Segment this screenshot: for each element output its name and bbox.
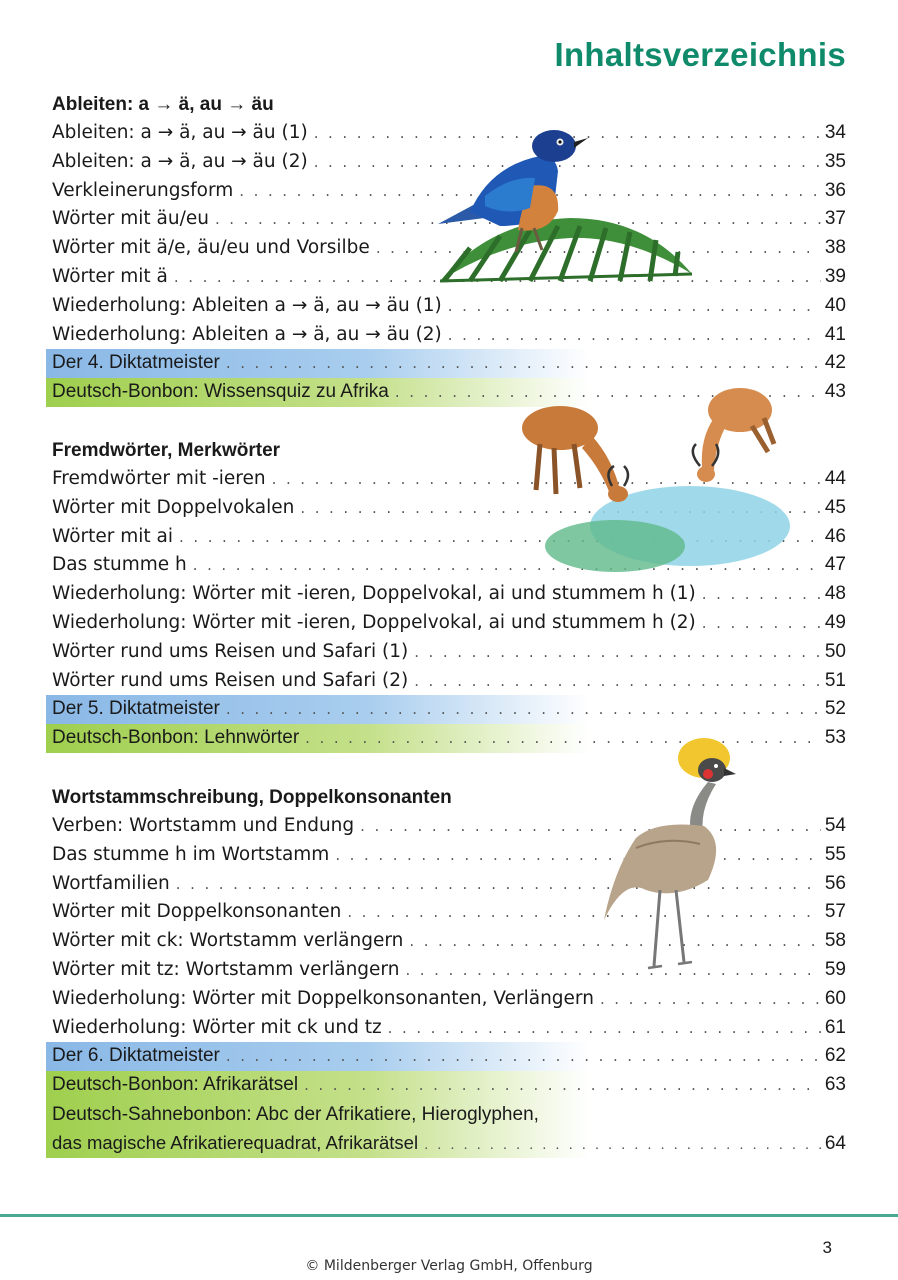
toc-entry-bonbon[interactable] [46, 1071, 846, 1100]
antelope-right [693, 388, 774, 482]
toc-entry[interactable] [46, 321, 846, 350]
toc-entry-label: Fremdwörter mit -ieren [52, 468, 266, 489]
toc-entry-label: Wiederholung: Wörter mit Doppelkonsonanten, Verlängern [52, 987, 594, 1009]
toc-entry-label: Wörter mit ä/e, äu/eu und Vorsilbe [52, 237, 370, 259]
toc-entry-page: 35 [824, 150, 846, 172]
toc-entry[interactable] [46, 985, 846, 1014]
dot-leader [600, 985, 821, 1014]
toc-entry-page: 38 [824, 237, 846, 259]
toc-entry-page: 37 [824, 208, 846, 230]
toc-entry[interactable] [46, 292, 846, 321]
page-title: Inhaltsverzeichnis [554, 36, 846, 73]
toc-entry-label: Wiederholung: Wörter mit -ieren, Doppelvokal, ai und stummem h (2) [52, 611, 696, 633]
toc-entry[interactable] [46, 667, 846, 696]
toc-entry-page: 57 [824, 901, 846, 923]
toc-entry[interactable] [46, 638, 846, 667]
toc-entry-sahnebonbon[interactable] [46, 1100, 846, 1158]
toc-entry-label-line2: das magische Afrikatierequadrat, Afrikarätsel [52, 1131, 419, 1153]
toc-entry-page: 36 [824, 179, 846, 201]
copyright-notice: © Mildenberger Verlag GmbH, Offenburg [305, 1258, 593, 1274]
footer-divider [0, 1214, 898, 1217]
toc-entry-label: Der 5. Diktatmeister [52, 698, 220, 720]
toc-entry-label: Wiederholung: Wörter mit ck und tz [52, 1016, 382, 1038]
dot-leader [226, 1042, 821, 1071]
toc-entry-diktatmeister[interactable] [46, 349, 846, 378]
dot-leader [305, 724, 821, 753]
dot-leader [347, 898, 821, 927]
crowned-crane-illustration [596, 730, 736, 980]
toc-entry-label: Wörter rund ums Reisen und Safari (2) [52, 669, 409, 691]
toc-entry-label: Der 6. Diktatmeister [52, 1045, 220, 1067]
toc-entry-label: Wörter mit ä [52, 265, 168, 287]
toc-entry-label: Wörter mit ai [52, 525, 174, 547]
toc-entry-page: 48 [824, 583, 846, 605]
toc-entry-diktatmeister[interactable] [46, 695, 846, 724]
antelope-left [522, 406, 628, 502]
toc-entry-page: 63 [824, 1074, 846, 1096]
section-heading: Fremdwörter, Merkwörter [52, 440, 281, 461]
toc-entry-page: 44 [824, 468, 846, 489]
dot-leader [448, 292, 821, 321]
toc-entry[interactable] [46, 609, 846, 638]
toc-entry-page: 45 [824, 496, 846, 518]
toc-entry-label: Wiederholung: Ableiten a → ä, au → äu (2) [52, 323, 442, 345]
toc-entry-page: 59 [824, 958, 846, 980]
toc-entry-page: 56 [824, 872, 846, 894]
toc-entry-label: Ableiten: a → ä, au → äu (1) [52, 122, 308, 143]
toc-entry-page: 64 [824, 1132, 846, 1154]
toc-entry[interactable] [46, 1014, 846, 1043]
toc-entry-page: 55 [824, 843, 846, 865]
toc-entry-label: Der 4. Diktatmeister [52, 352, 220, 374]
toc-entry-label: Deutsch-Bonbon: Lehnwörter [52, 727, 300, 749]
toc-entry-page: 43 [824, 381, 846, 403]
toc-entry-page: 40 [824, 294, 846, 316]
grass-patch [545, 520, 685, 572]
toc-entry-label: Deutsch-Bonbon: Afrikarätsel [52, 1074, 299, 1096]
toc-entry-label-line1: Deutsch-Sahnebonbon: Abc der Afrikatiere, Hieroglyphen, [52, 1103, 539, 1125]
dot-leader [702, 609, 821, 638]
toc-entry-page: 46 [824, 525, 846, 547]
toc-entry-label: Ableiten: a → ä, au → äu (2) [52, 150, 308, 172]
toc-entry-page: 53 [824, 727, 846, 749]
toc-entry-page: 42 [824, 352, 846, 374]
toc-entry[interactable] [46, 580, 846, 609]
toc-entry-label: Wörter mit tz: Wortstamm verlängern [52, 958, 400, 980]
antelopes-waterhole-illustration [520, 378, 790, 578]
toc-entry-page: 50 [824, 640, 846, 662]
toc-entry-label: Wörter mit Doppelvokalen [52, 496, 295, 518]
starling-bird-on-leaf-illustration [430, 126, 700, 286]
dot-leader [448, 321, 821, 350]
toc-entry-page: 62 [824, 1045, 846, 1067]
toc-entry-label: Wortfamilien [52, 872, 170, 894]
toc-entry-label: Wörter mit ck: Wortstamm verlängern [52, 930, 404, 952]
section-heading: Wortstammschreibung, Doppelkonsonanten [52, 787, 452, 808]
toc-entry-label: Verben: Wortstamm und Endung [52, 815, 355, 836]
toc-entry-label: Deutsch-Bonbon: Wissensquiz zu Afrika [52, 381, 389, 403]
toc-entry-label: Wörter rund ums Reisen und Safari (1) [52, 640, 409, 662]
dot-leader [414, 638, 821, 667]
toc-entry-page: 49 [824, 611, 846, 633]
toc-entry-label: Wörter mit Doppelkonsonanten [52, 901, 342, 923]
toc-entry-page: 51 [824, 669, 846, 691]
toc-entry-label: Wörter mit äu/eu [52, 208, 209, 230]
toc-entry-page: 58 [824, 930, 846, 952]
dot-leader [702, 580, 821, 609]
toc-entry-page: 52 [824, 698, 846, 720]
toc-entry-page: 60 [824, 987, 846, 1009]
dot-leader [414, 667, 821, 696]
dot-leader [304, 1071, 821, 1100]
dot-leader [335, 841, 821, 870]
toc-entry-label: Das stumme h [52, 554, 187, 576]
toc-entry-page: 61 [824, 1016, 846, 1038]
toc-entry-label: Das stumme h im Wortstamm [52, 843, 330, 865]
toc-entry-page: 54 [824, 815, 846, 836]
toc-entry-page: 47 [824, 554, 846, 576]
section-heading: Ableiten: a → ä, au → äu [52, 94, 274, 115]
dot-leader [226, 695, 821, 724]
dot-leader [424, 1131, 821, 1160]
page-number: 3 [822, 1238, 832, 1257]
dot-leader [226, 349, 821, 378]
toc-entry-label: Verkleinerungsform [52, 179, 234, 201]
palm-leaf [440, 218, 692, 281]
toc-entry-page: 41 [824, 323, 846, 345]
toc-entry-page: 34 [824, 122, 846, 143]
dot-leader [360, 812, 821, 841]
dot-leader [388, 1014, 821, 1043]
toc-entry-label: Wiederholung: Ableiten a → ä, au → äu (1) [52, 294, 442, 316]
toc-entry-label: Wiederholung: Wörter mit -ieren, Doppelvokal, ai und stummem h (1) [52, 583, 696, 605]
toc-entry-diktatmeister[interactable] [46, 1042, 846, 1071]
toc-entry-page: 39 [824, 265, 846, 287]
